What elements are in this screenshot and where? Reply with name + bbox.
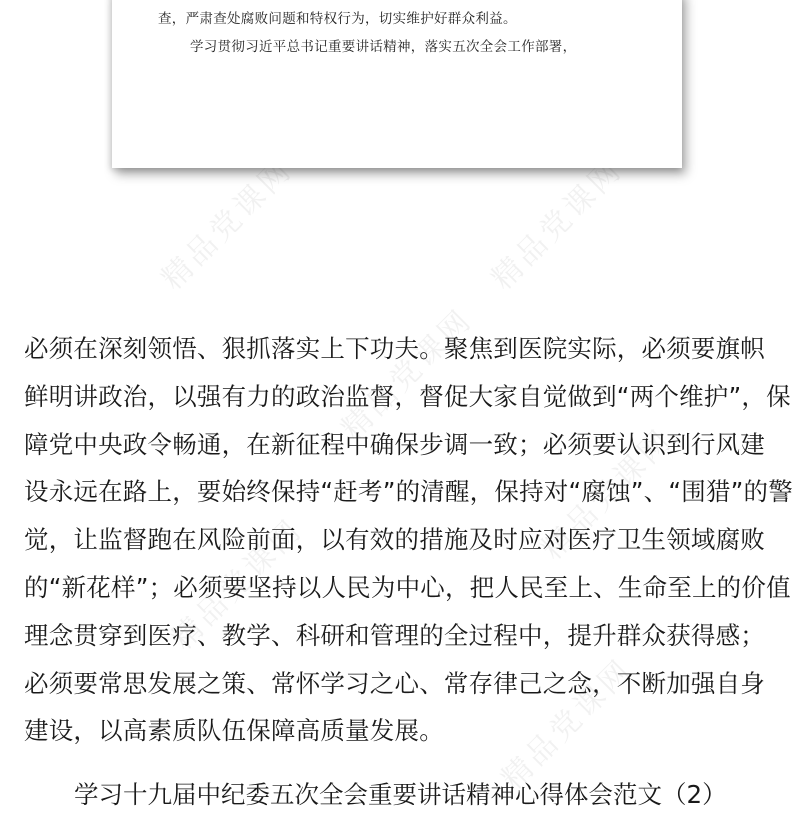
card-text-line: 查，严肃查处腐败问题和特权行为，切实维护好群众利益。 bbox=[158, 11, 517, 27]
watermark: 精品党课网 bbox=[484, 151, 630, 297]
body-paragraph bbox=[24, 325, 793, 755]
paragraph-line: 必须在深刻领悟、狠抓落实上下功夫。聚焦到医院实际，必须要旗帜 bbox=[24, 334, 765, 363]
watermark: 精品党课网 bbox=[334, 301, 480, 447]
paragraph-line: 必须要常思发展之策、常怀学习之心、常存律己之念，不断加强自身 bbox=[24, 668, 765, 698]
watermark: 精品党课网 bbox=[164, 511, 310, 657]
paragraph-line: 理念贯穿到医疗、教学、科研和管理的全过程中，提升群众获得感； bbox=[24, 620, 765, 650]
paragraph-line: 障党中央政令畅通，在新征程中确保步调一致；必须要认识到行风建 bbox=[24, 429, 765, 459]
paragraph-line: 设永远在路上，要始终保持“赶考”的清醒，保持对“腐蚀”、“围猎”的警 bbox=[24, 477, 793, 507]
section-title: 学习十九届中纪委五次全会重要讲话精神心得体会范文（2） bbox=[74, 780, 727, 809]
paragraph-line: 建设，以高素质队伍保障高质量发展。 bbox=[24, 716, 444, 746]
watermark: 精品党课网 bbox=[494, 651, 640, 797]
watermark: 精品党课网 bbox=[534, 421, 680, 567]
paragraph-line: 觉，让监督跑在风险前面，以有效的措施及时应对医疗卫生领域腐败 bbox=[24, 525, 765, 555]
document-preview-card bbox=[112, 0, 682, 168]
paragraph-line: 鲜明讲政治，以强有力的政治监督，督促大家自觉做到“两个维护”，保 bbox=[24, 381, 791, 411]
card-text-line bbox=[112, 0, 728, 2]
watermark: 精品党课网 bbox=[154, 151, 300, 297]
card-text-line: 学习贯彻习近平总书记重要讲话精神，落实五次全会工作部署， bbox=[190, 39, 577, 55]
paragraph-line: 的“新花样”；必须要坚持以人民为中心，把人民至上、生命至上的价值 bbox=[24, 572, 791, 602]
